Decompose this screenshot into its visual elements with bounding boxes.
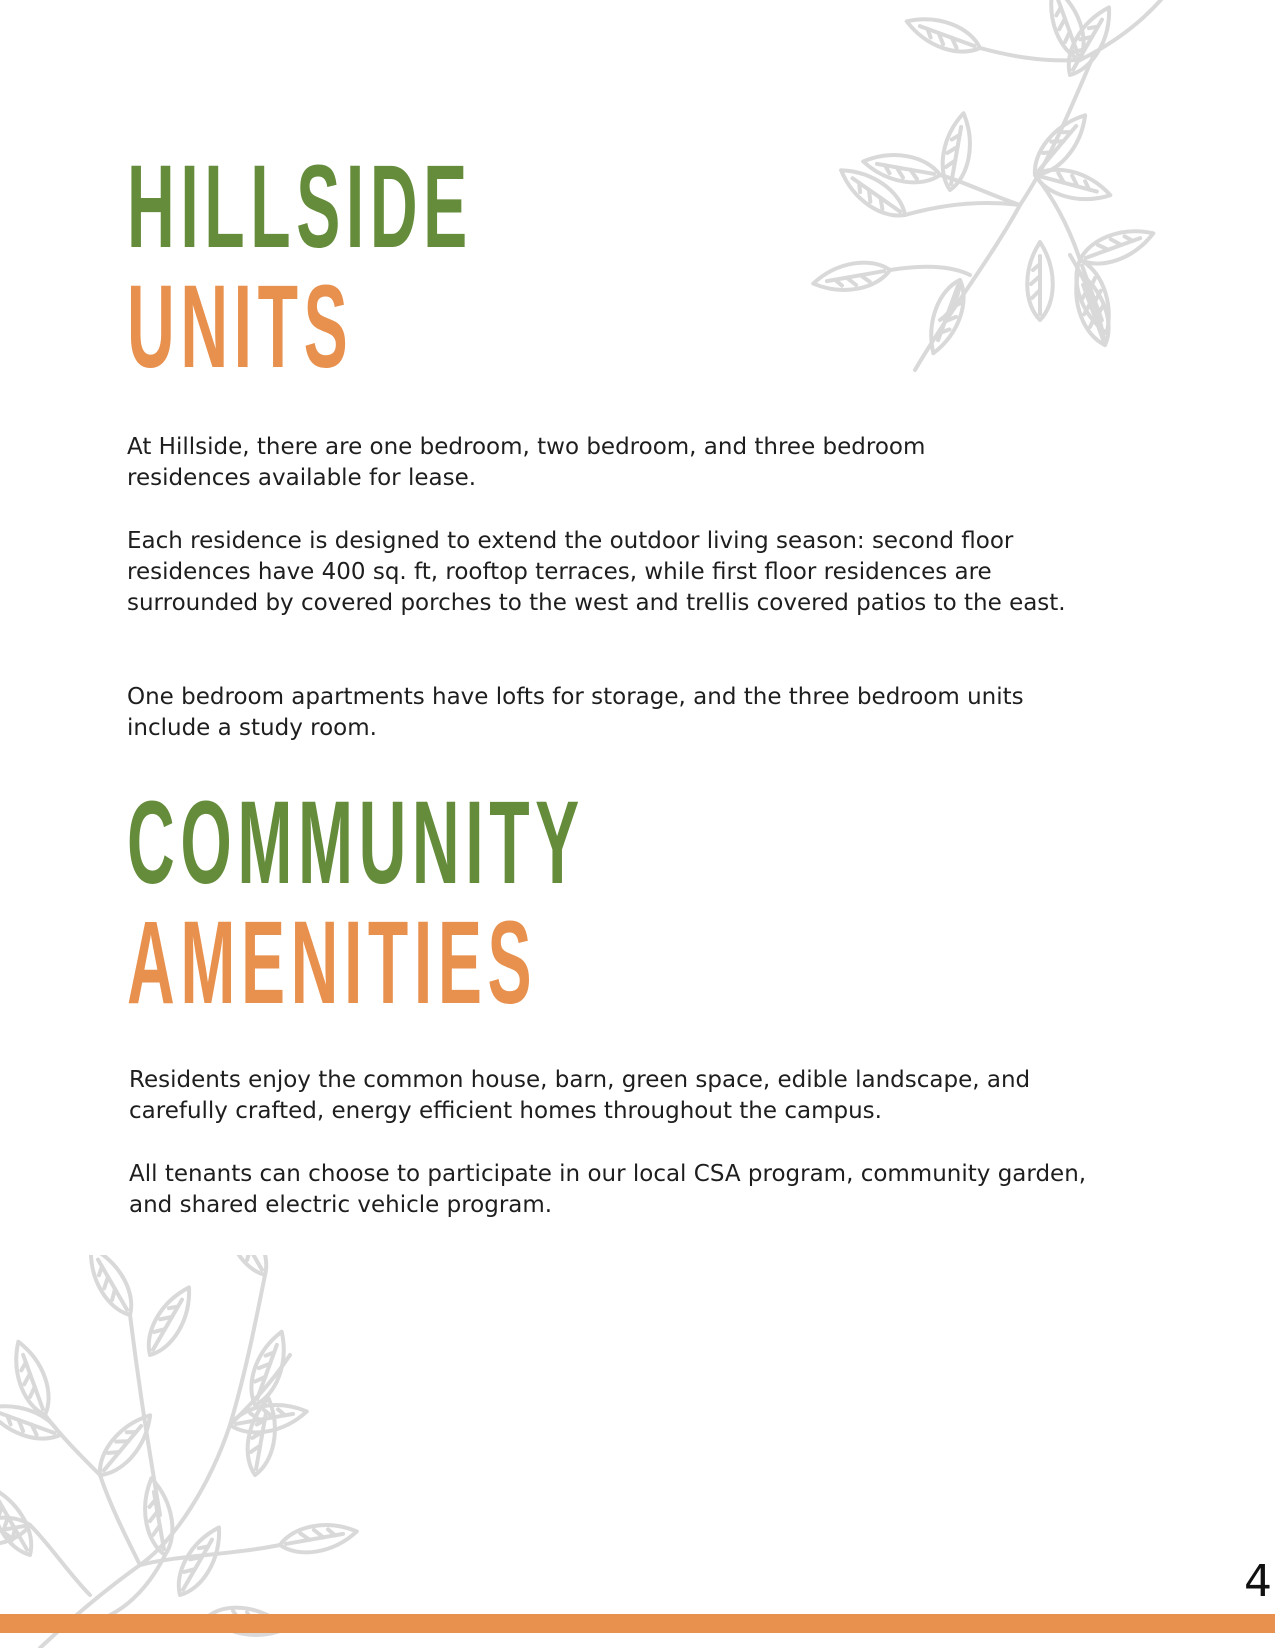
section-title-line1: COMMUNITY <box>127 777 585 909</box>
footer-bar <box>0 1614 1275 1633</box>
section-title-line2: UNITS <box>127 261 354 393</box>
section-title-line1: HILLSIDE <box>127 141 473 273</box>
paragraph: Residents enjoy the common house, barn, green space, edible landscape, and carefully crafted, energy efficient homes throughout the campus. <box>129 1067 1031 1124</box>
section-title-line2: AMENITIES <box>127 897 538 1029</box>
leafy-branch-icon <box>0 1255 400 1648</box>
paragraph: Each residence is designed to extend the outdoor living season: second floor residences have 400 sq. ft, rooftop terraces, while first floor residences are surrounded by covered porches to the west and trellis covered patios to the east. <box>127 528 1066 616</box>
paragraph: At Hillside, there are one bedroom, two bedroom, and three bedroom residences available for lease. <box>127 434 926 491</box>
leafy-branch-icon <box>780 0 1260 390</box>
page-number: 4 <box>1244 1556 1272 1607</box>
paragraph: All tenants can choose to participate in our local CSA program, community garden, and shared electric vehicle program. <box>129 1161 1087 1218</box>
paragraph: One bedroom apartments have lofts for storage, and the three bedroom units include a study room. <box>127 684 1024 741</box>
